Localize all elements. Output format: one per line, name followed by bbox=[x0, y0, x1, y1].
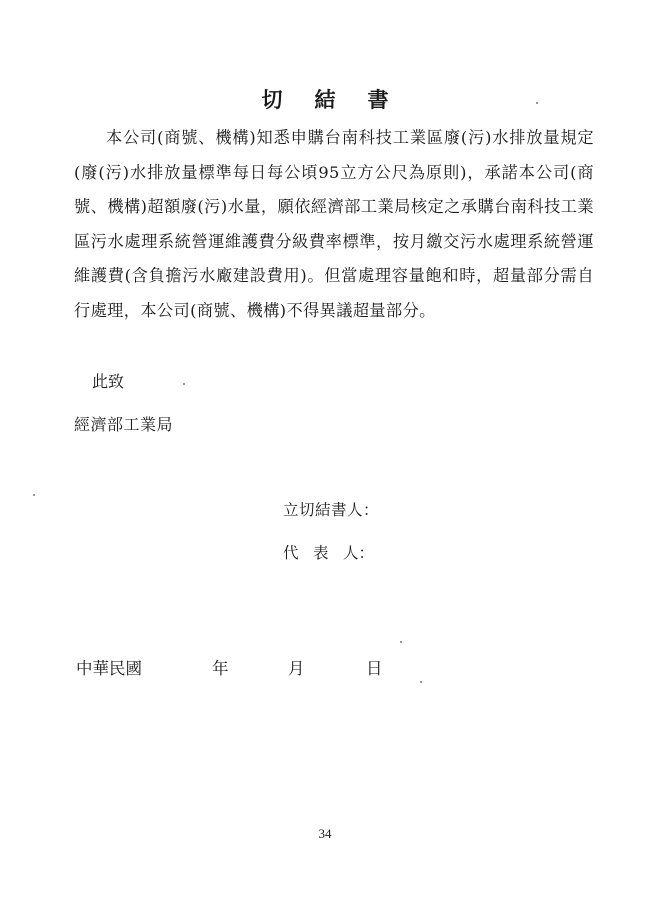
date-day: 日 bbox=[366, 659, 383, 678]
scan-speck bbox=[536, 102, 538, 104]
scan-speck bbox=[420, 681, 422, 683]
title-char: 結 bbox=[314, 87, 336, 112]
body-paragraph: 本公司(商號、機構)知悉申購台南科技工業區廢(污)水排放量規定(廢(污)水排放量標準每日每公頃95立方公尺為原則)，承諾本公司(商號、機構)超額廢(污)水量，願依經濟部工業局核定之承購台南科技工業區污水處理系統營運維護費分級費率標準，按月繳交污水處理系統營運維護費(含負擔污水廠建設費用)。但當處理容量飽和時，超量部分需自行處理，本公司(商號、機構)不得異議超量部分。 bbox=[74, 128, 594, 320]
date-line bbox=[76, 655, 383, 679]
representative-char: 表 bbox=[313, 544, 329, 562]
representative-char: 代 bbox=[283, 544, 299, 562]
scan-speck bbox=[183, 383, 185, 385]
scan-speck bbox=[400, 641, 402, 643]
salutation: 此致 bbox=[92, 372, 125, 391]
title-char: 切 bbox=[261, 87, 283, 112]
date-era: 中華民國 bbox=[76, 659, 142, 678]
scan-speck bbox=[33, 494, 35, 496]
representative-char: 人： bbox=[343, 544, 375, 562]
page-number: 34 bbox=[318, 826, 332, 841]
document-title bbox=[0, 84, 650, 114]
representative-label bbox=[283, 541, 374, 563]
date-year: 年 bbox=[212, 659, 229, 678]
date-month: 月 bbox=[288, 659, 305, 678]
recipient: 經濟部工業局 bbox=[74, 415, 174, 434]
signer-label: 立切結書人： bbox=[283, 501, 380, 519]
title-char: 書 bbox=[367, 87, 389, 112]
